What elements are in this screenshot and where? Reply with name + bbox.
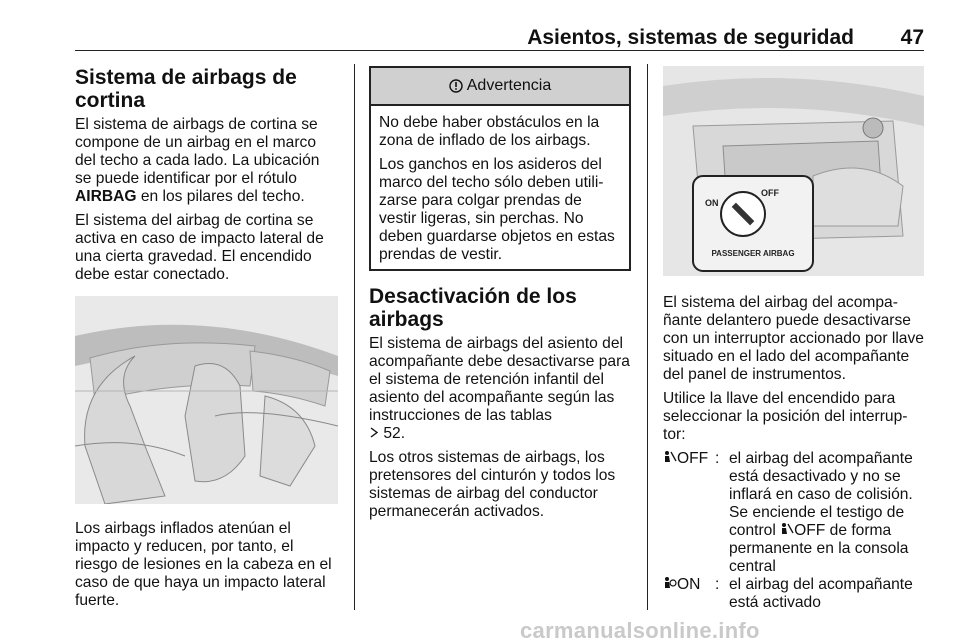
switch-on-label: ON — [705, 198, 719, 208]
middle-column — [369, 285, 634, 527]
section-title: Asientos, sistemas de seguridad — [527, 26, 854, 49]
off-term-label: OFF — [677, 450, 709, 467]
column-divider-2 — [647, 64, 648, 610]
warning-icon — [449, 79, 463, 93]
deactivation-paragraph-1 — [369, 335, 634, 443]
page-reference-number: 52. — [383, 425, 406, 442]
on-definition: el airbag del acompañante está activado — [729, 576, 913, 611]
warning-header — [371, 68, 629, 106]
car-interior-airbag-image — [75, 296, 338, 504]
deactivation-paragraph-2: Los otros sistemas de airbags, los pretensores del cinturón y todos los sistemas de airbag del conductor permanecerán activados. — [369, 449, 616, 520]
deactivation-heading: Desactivación de los airbags — [369, 285, 577, 331]
page-number: 47 — [900, 26, 924, 49]
page-reference[interactable] — [369, 425, 405, 442]
off-separator: : — [715, 450, 720, 467]
column-divider-1 — [354, 64, 355, 610]
switch-panel-label: PASSENGER AIRBAG — [711, 249, 795, 258]
switch-positions-list — [663, 450, 929, 612]
passenger-airbag-switch-image — [663, 66, 924, 276]
curtain-airbag-illustration — [75, 296, 338, 504]
warning-body — [371, 106, 629, 264]
left-column — [75, 66, 340, 290]
airbag-on-icon — [663, 576, 677, 589]
right-column — [663, 294, 929, 612]
airbag-switch-illustration — [663, 66, 924, 276]
airbag-label: AIRBAG — [75, 188, 137, 205]
off-definition — [729, 450, 929, 576]
on-term-label: ON — [677, 576, 701, 593]
definition-text: OFF de forma permanente en la consola central — [729, 522, 909, 575]
on-term — [663, 576, 715, 612]
on-separator: : — [715, 576, 720, 593]
paragraph-text: El sistema de airbags de cortina se compone de un airbag en el marco del techo a cada lado. La ubicación se puede identificar por el rótulo — [75, 116, 320, 187]
switch-off-label: OFF — [761, 188, 779, 198]
page-reference-arrow-icon — [369, 427, 379, 438]
header-rule — [75, 50, 924, 51]
curtain-airbag-paragraph-2: El sistema del airbag de cortina se activa en caso de impacto lateral de una cierta gravedad. El encendido debe estar conectado. — [75, 212, 324, 283]
switch-paragraph-2: Utilice la llave del encendido para seleccionar la posición del interrup- tor: — [663, 390, 908, 443]
curtain-airbag-heading: Sistema de airbags de cortina — [75, 66, 297, 112]
warning-paragraph-1: No debe haber obstáculos en la zona de inflado de los airbags. — [379, 114, 600, 149]
left-column-bottom — [75, 520, 340, 616]
paragraph-text: en los pilares del techo. — [140, 188, 305, 205]
definition-text: el airbag del acompañante está desactivado y no se inflará en caso de colisión. Se enciende el testigo de control — [729, 450, 913, 539]
airbag-off-icon — [780, 522, 794, 535]
warning-box — [369, 66, 631, 271]
paragraph-text: El sistema de airbags del asiento del acompañante debe desactivarse para el sistema de retención infantil del asiento del acompañante según las instrucciones de las tablas — [369, 335, 630, 424]
curtain-airbag-paragraph-3: Los airbags inflados atenúan el impacto y reducen, por tanto, el riesgo de lesiones en la cabeza en el caso de que haya un impacto lateral fuerte. — [75, 520, 332, 609]
curtain-airbag-paragraph-1 — [75, 116, 340, 206]
switch-paragraph-1: El sistema del airbag del acompa- ñante delantero puede desactivarse con un interruptor accionado por llave situado en el lado del acompañante del panel de instrumentos. — [663, 294, 924, 383]
off-term — [663, 450, 715, 576]
warning-paragraph-2: Los ganchos en los asideros del marco del techo sólo deben utili- zarse para colgar prendas de vestir ligeras, sin perchas. No deben guardarse objetos en estas prendas de vestir. — [379, 156, 615, 263]
watermark: carmanualsonline.info — [520, 618, 760, 643]
airbag-off-icon — [663, 450, 677, 463]
warning-title: Advertencia — [466, 77, 552, 94]
